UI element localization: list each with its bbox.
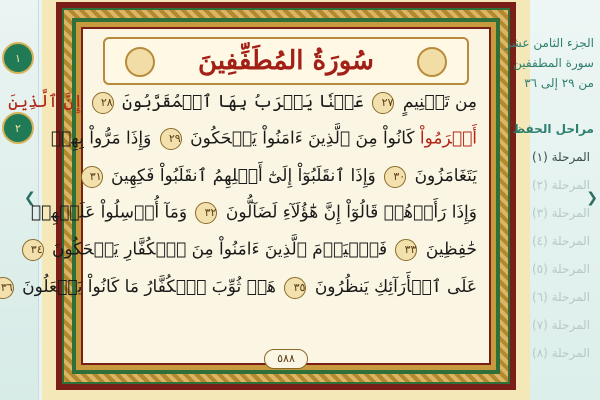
badge-icon[interactable]: ۱ [2, 42, 34, 74]
stage-item[interactable]: المرحلة (٥) [531, 262, 590, 276]
verse-text: إِنَّ ٱلَّذِينَ [8, 92, 89, 112]
chevron-right-icon[interactable]: ❯ [586, 190, 598, 206]
verse-text: يَتَغَامَزُونَ [409, 166, 477, 186]
ayah-number-marker: ٣١ [81, 166, 103, 188]
surah-title-box [103, 37, 469, 85]
text-area [0, 27, 491, 365]
quran-line [0, 276, 477, 310]
ayah-number-marker: ٢٧ [372, 92, 394, 114]
verse-text: عَيۡنٗا يَشۡرَبُ بِهَا ٱلۡمُقَرَّبُونَ [116, 92, 370, 112]
stage-item[interactable]: المرحلة (١) [531, 150, 590, 164]
verse-text: فَٱلۡيَوۡمَ ٱلَّذِينَ ءَامَنُواْ مِنَ ٱلۡكُفَّارِ يَضۡحَكُونَ [46, 239, 393, 260]
range-label: من ٢٩ إلى ٣٦ [524, 76, 594, 90]
chevron-left-icon[interactable]: ❮ [24, 190, 36, 206]
ayah-number-marker: ٣٣ [395, 239, 417, 261]
ayah-number-marker: ٣٠ [384, 166, 406, 188]
verse-text: مِن تَسۡنِيمٍ [397, 92, 477, 112]
page-number: ٥٨٨ [264, 349, 308, 369]
stage-item[interactable]: المرحلة (٦) [531, 290, 590, 304]
quran-line [8, 91, 477, 125]
ornament-icon [125, 47, 155, 77]
verse-text: عَلَى ٱلۡأَرَآئِكِ يَنظُرُونَ [309, 277, 477, 297]
surah-title: سُورَةُ المُطَفِّفِينَ [198, 46, 374, 76]
verse-text: وَإِذَا ٱنقَلَبُوٓاْ إِلَىٰٓ أَهۡلِهِمُ ٱنقَلَبُواْ فَكِهِينَ [105, 166, 382, 186]
page-frame [0, 2, 516, 390]
ayah-number-marker: ٣٦ [0, 277, 14, 299]
quran-line [30, 239, 477, 273]
section-title: مراحل الحفظ [512, 122, 594, 136]
stage-item[interactable]: المرحلة (٧) [531, 318, 590, 332]
verse-text: وَإِذَا مَرُّواْ بِهِمۡ [50, 128, 157, 149]
ayah-number-marker: ٣٤ [22, 239, 44, 261]
ayah-number-marker: ٣٥ [284, 277, 306, 299]
quran-line [50, 128, 477, 162]
frame-border [0, 18, 500, 374]
ayah-number-marker: ٣٢ [195, 202, 217, 224]
stage-item[interactable]: المرحلة (٣) [531, 206, 590, 220]
verse-text: كَانُواْ مِنَ ٱلَّذِينَ ءَامَنُواْ يَضۡحَكُونَ [184, 128, 415, 149]
ayah-number-marker: ٢٩ [160, 128, 182, 150]
quran-line [30, 202, 477, 236]
ornament-icon [417, 47, 447, 77]
verse-text: وَإِذَا رَأَوۡهُمۡ قَالُوٓاْ إِنَّ هَٰٓؤُلَآءِ لَضَآلُّونَ [220, 202, 477, 223]
stage-item[interactable]: المرحلة (٨) [531, 346, 590, 360]
surah-label: سورة المطففين [513, 56, 594, 70]
quran-line [89, 165, 477, 199]
ayah-number-marker: ٢٨ [92, 92, 114, 114]
stage-item[interactable]: المرحلة (٢) [531, 178, 590, 192]
badge-icon[interactable]: ۲ [2, 112, 34, 144]
verse-text: أَجۡرَمُواْ [414, 128, 477, 149]
verse-text: وَمَآ أُرۡسِلُواْ عَلَيۡهِمۡ [30, 202, 193, 223]
verse-text: هَلۡ ثُوِّبَ ٱلۡكُفَّارُ مَا كَانُواْ يَفۡعَلُونَ [16, 277, 282, 297]
verse-text: حَٰفِظِينَ [420, 239, 477, 260]
juz-label: الجزء الثامن عشر [505, 36, 594, 50]
stage-item[interactable]: المرحلة (٤) [531, 234, 590, 248]
